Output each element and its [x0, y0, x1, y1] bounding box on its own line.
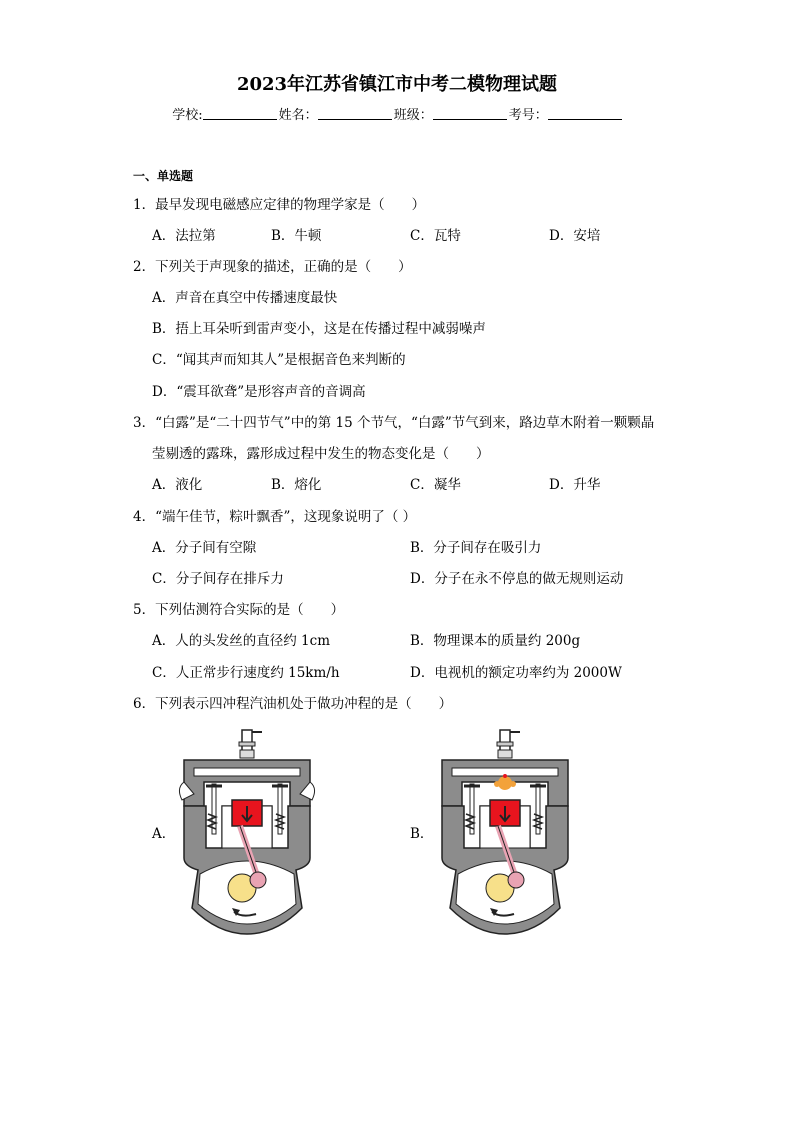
exhaust-valve: [530, 784, 546, 834]
q5-option-b: B．物理课本的质量约 200g: [410, 633, 581, 649]
spark-plug: [239, 730, 262, 758]
q2-option-c: C．“闻其声而知其人”是根据音色来判断的: [152, 352, 406, 368]
student-info-line: [0, 104, 794, 123]
class-label: 班级：: [393, 108, 433, 123]
engine-diagram-a: [176, 728, 318, 936]
name-label: 姓名：: [278, 108, 318, 123]
question-4-stem: 4．“端午佳节，粽叶飘香”，这现象说明了（ ）: [133, 509, 417, 525]
question-6-stem: 6．下列表示四冲程汽油机处于做功冲程的是（ ）: [133, 696, 453, 712]
question-2-stem: 2．下列关于声现象的描述，正确的是（ ）: [133, 259, 412, 275]
q1-option-b: B．牛顿: [271, 228, 322, 244]
q1-option-c: C．瓦特: [410, 228, 461, 244]
question-1-stem: 1．最早发现电磁感应定律的物理学家是（ ）: [133, 197, 426, 213]
q2-option-b: B．捂上耳朵听到雷声变小，这是在传播过程中减弱噪声: [152, 321, 486, 337]
q2-option-a: A．声音在真空中传播速度最快: [152, 290, 338, 306]
q3-option-d: D．升华: [549, 477, 601, 493]
q3-option-c: C．凝华: [410, 477, 461, 493]
spark-plug: [497, 730, 520, 758]
question-3-stem-cont: 莹剔透的露珠，露形成过程中发生的物态变化是（ ）: [152, 446, 490, 462]
intake-valve: [206, 784, 222, 834]
exam-title: 2023年江苏省镇江市中考二模物理试题: [236, 74, 558, 95]
number-label: 考号：: [508, 108, 548, 123]
question-5-stem: 5．下列估测符合实际的是（ ）: [133, 602, 345, 618]
q1-option-d: D．安培: [549, 228, 601, 244]
number-blank[interactable]: [548, 107, 622, 120]
q3-option-b: B．熔化: [271, 477, 322, 493]
q5-option-d: D．电视机的额定功率约为 2000W: [410, 665, 622, 681]
exhaust-valve: [272, 784, 288, 834]
q4-option-d: D．分子在永不停息的做无规则运动: [410, 571, 624, 587]
q6-option-b-label: B．: [410, 826, 434, 842]
name-blank[interactable]: [318, 107, 392, 120]
q5-option-c: C．人正常步行速度约 15km/h: [152, 665, 340, 681]
class-blank[interactable]: [433, 107, 507, 120]
school-label: 学校:: [172, 108, 203, 123]
q3-option-a: A．液化: [152, 477, 203, 493]
q1-option-a: A．法拉第: [152, 228, 216, 244]
question-3-stem: 3．“白露”是“二十四节气”中的第 15 个节气，“白露”节气到来，路边草木附着一颗颗晶: [133, 415, 655, 431]
q4-option-b: B．分子间存在吸引力: [410, 540, 542, 556]
q4-option-c: C．分子间存在排斥力: [152, 571, 284, 587]
q6-option-a-label: A．: [152, 826, 176, 842]
q5-option-a: A．人的头发丝的直径约 1cm: [152, 633, 330, 649]
q2-option-d: D．“震耳欲聋”是形容声音的音调高: [152, 384, 366, 400]
section-title: 一、单选题: [133, 169, 194, 183]
intake-valve: [464, 784, 480, 834]
engine-diagram-b: [434, 728, 576, 936]
school-blank[interactable]: [203, 107, 277, 120]
q4-option-a: A．分子间有空隙: [152, 540, 257, 556]
